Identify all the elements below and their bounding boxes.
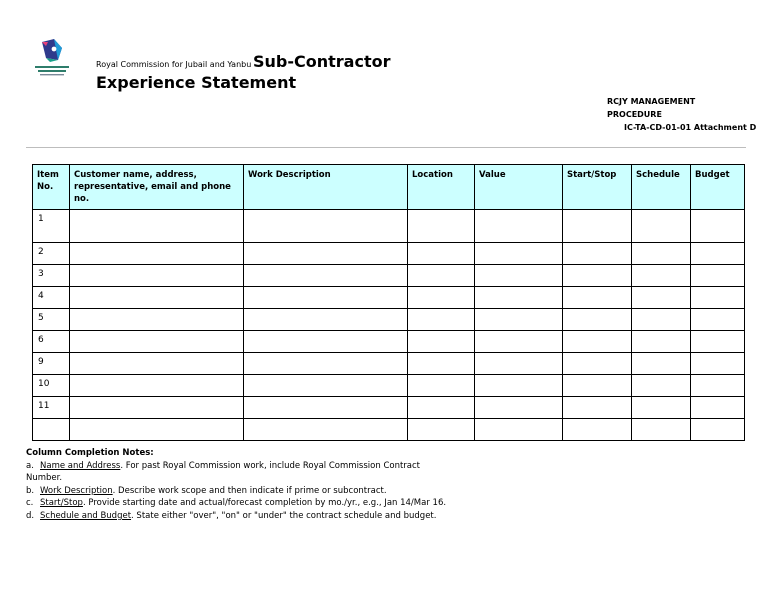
item-no-cell — [33, 419, 70, 441]
table-row — [33, 265, 745, 287]
cell[interactable] — [70, 397, 244, 419]
cell[interactable] — [691, 331, 745, 353]
cell[interactable] — [244, 419, 408, 441]
cell[interactable] — [691, 375, 745, 397]
table-row — [33, 331, 745, 353]
cell[interactable] — [632, 309, 691, 331]
rcjy-logo-icon — [32, 38, 72, 84]
note-letter: c. — [26, 498, 34, 509]
col-work-description: Work Description — [244, 165, 408, 210]
cell[interactable] — [475, 375, 563, 397]
cell[interactable] — [563, 265, 632, 287]
cell[interactable] — [632, 397, 691, 419]
col-start-stop: Start/Stop — [563, 165, 632, 210]
header-divider — [26, 147, 746, 148]
note-item-b — [26, 485, 446, 498]
table-row — [33, 397, 745, 419]
notes-title: Column Completion Notes: — [26, 448, 154, 458]
item-no-cell: 10 — [33, 375, 70, 397]
cell[interactable] — [475, 331, 563, 353]
experience-table — [32, 164, 745, 441]
cell[interactable] — [691, 243, 745, 265]
item-no-cell: 5 — [33, 309, 70, 331]
cell[interactable] — [244, 265, 408, 287]
cell[interactable] — [70, 353, 244, 375]
cell[interactable] — [244, 243, 408, 265]
cell[interactable] — [408, 287, 475, 309]
cell[interactable] — [70, 287, 244, 309]
cell[interactable] — [244, 375, 408, 397]
table-row — [33, 353, 745, 375]
table-row — [33, 309, 745, 331]
cell[interactable] — [563, 287, 632, 309]
cell[interactable] — [475, 265, 563, 287]
item-no-cell: 2 — [33, 243, 70, 265]
cell[interactable] — [244, 287, 408, 309]
cell[interactable] — [632, 265, 691, 287]
cell[interactable] — [408, 375, 475, 397]
title-experience-statement: Experience Statement — [96, 73, 297, 92]
cell[interactable] — [244, 210, 408, 243]
cell[interactable] — [632, 375, 691, 397]
title-sub-contractor: Sub-Contractor — [253, 52, 391, 71]
cell[interactable] — [70, 243, 244, 265]
cell[interactable] — [475, 210, 563, 243]
cell[interactable] — [70, 309, 244, 331]
cell[interactable] — [408, 419, 475, 441]
note-term: Schedule and Budget — [40, 510, 132, 521]
note-letter: b. — [26, 485, 35, 496]
cell[interactable] — [691, 353, 745, 375]
cell[interactable] — [563, 309, 632, 331]
cell[interactable] — [632, 287, 691, 309]
note-term: Start/Stop — [40, 498, 83, 509]
table-row — [33, 243, 745, 265]
mgmt-line2: PROCEDURE — [607, 110, 662, 119]
col-customer: Customer name, address, representative, email and phone no. — [70, 165, 244, 210]
cell[interactable] — [475, 353, 563, 375]
table-header-row — [33, 165, 745, 210]
item-no-cell: 11 — [33, 397, 70, 419]
note-item-c — [26, 497, 446, 510]
note-item-a — [26, 460, 446, 485]
cell[interactable] — [70, 265, 244, 287]
cell[interactable] — [563, 210, 632, 243]
cell[interactable] — [691, 309, 745, 331]
table-row — [33, 419, 745, 441]
table-row — [33, 375, 745, 397]
cell[interactable] — [244, 331, 408, 353]
cell[interactable] — [408, 265, 475, 287]
note-text: . Describe work scope and then indicate if prime or subcontract. — [112, 485, 387, 496]
note-letter: d. — [26, 510, 35, 521]
cell[interactable] — [691, 397, 745, 419]
cell[interactable] — [632, 331, 691, 353]
cell[interactable] — [563, 397, 632, 419]
cell[interactable] — [408, 331, 475, 353]
col-value: Value — [475, 165, 563, 210]
table-row — [33, 210, 745, 243]
note-term: Name and Address — [40, 460, 121, 471]
note-text: . Provide starting date and actual/forecast completion by mo./yr., e.g., Jan 14/Mar 16. — [82, 498, 447, 509]
cell[interactable] — [563, 375, 632, 397]
cell[interactable] — [408, 243, 475, 265]
cell[interactable] — [475, 287, 563, 309]
note-letter: a. — [26, 460, 34, 471]
table-row — [33, 287, 745, 309]
note-item-d — [26, 510, 446, 523]
mgmt-line1: RCJY MANAGEMENT — [607, 97, 696, 106]
cell[interactable] — [632, 353, 691, 375]
cell[interactable] — [475, 419, 563, 441]
item-no-cell: 9 — [33, 353, 70, 375]
cell[interactable] — [563, 243, 632, 265]
cell[interactable] — [632, 210, 691, 243]
note-term: Work Description — [40, 485, 113, 496]
cell[interactable] — [563, 353, 632, 375]
cell[interactable] — [408, 309, 475, 331]
cell[interactable] — [691, 265, 745, 287]
document-reference: IC-TA-CD-01-01 Attachment D — [624, 123, 757, 132]
column-completion-notes — [26, 447, 446, 523]
cell[interactable] — [244, 353, 408, 375]
organization-name: Royal Commission for Jubail and Yanbu — [96, 60, 252, 69]
cell[interactable] — [475, 243, 563, 265]
cell[interactable] — [408, 397, 475, 419]
col-item-no: Item No. — [33, 165, 70, 210]
cell[interactable] — [70, 331, 244, 353]
item-no-cell: 4 — [33, 287, 70, 309]
cell[interactable] — [691, 287, 745, 309]
cell[interactable] — [244, 309, 408, 331]
cell[interactable] — [691, 419, 745, 441]
cell[interactable] — [408, 210, 475, 243]
col-location: Location — [408, 165, 475, 210]
cell[interactable] — [244, 397, 408, 419]
note-continuation: Number. — [26, 473, 63, 484]
cell[interactable] — [632, 419, 691, 441]
item-no-cell: 3 — [33, 265, 70, 287]
management-procedure-label — [607, 95, 695, 121]
cell[interactable] — [70, 375, 244, 397]
item-no-cell: 1 — [33, 210, 70, 243]
cell[interactable] — [691, 210, 745, 243]
cell[interactable] — [563, 331, 632, 353]
item-no-cell: 6 — [33, 331, 70, 353]
cell[interactable] — [475, 397, 563, 419]
cell[interactable] — [475, 309, 563, 331]
cell[interactable] — [563, 419, 632, 441]
note-text: . State either "over", "on" or "under" the contract schedule and budget. — [131, 510, 437, 521]
cell[interactable] — [70, 419, 244, 441]
cell[interactable] — [70, 210, 244, 243]
cell[interactable] — [632, 243, 691, 265]
col-schedule: Schedule — [632, 165, 691, 210]
cell[interactable] — [408, 353, 475, 375]
col-budget: Budget — [691, 165, 745, 210]
note-text: . For past Royal Commission work, include Royal Commission Contract — [120, 460, 421, 471]
